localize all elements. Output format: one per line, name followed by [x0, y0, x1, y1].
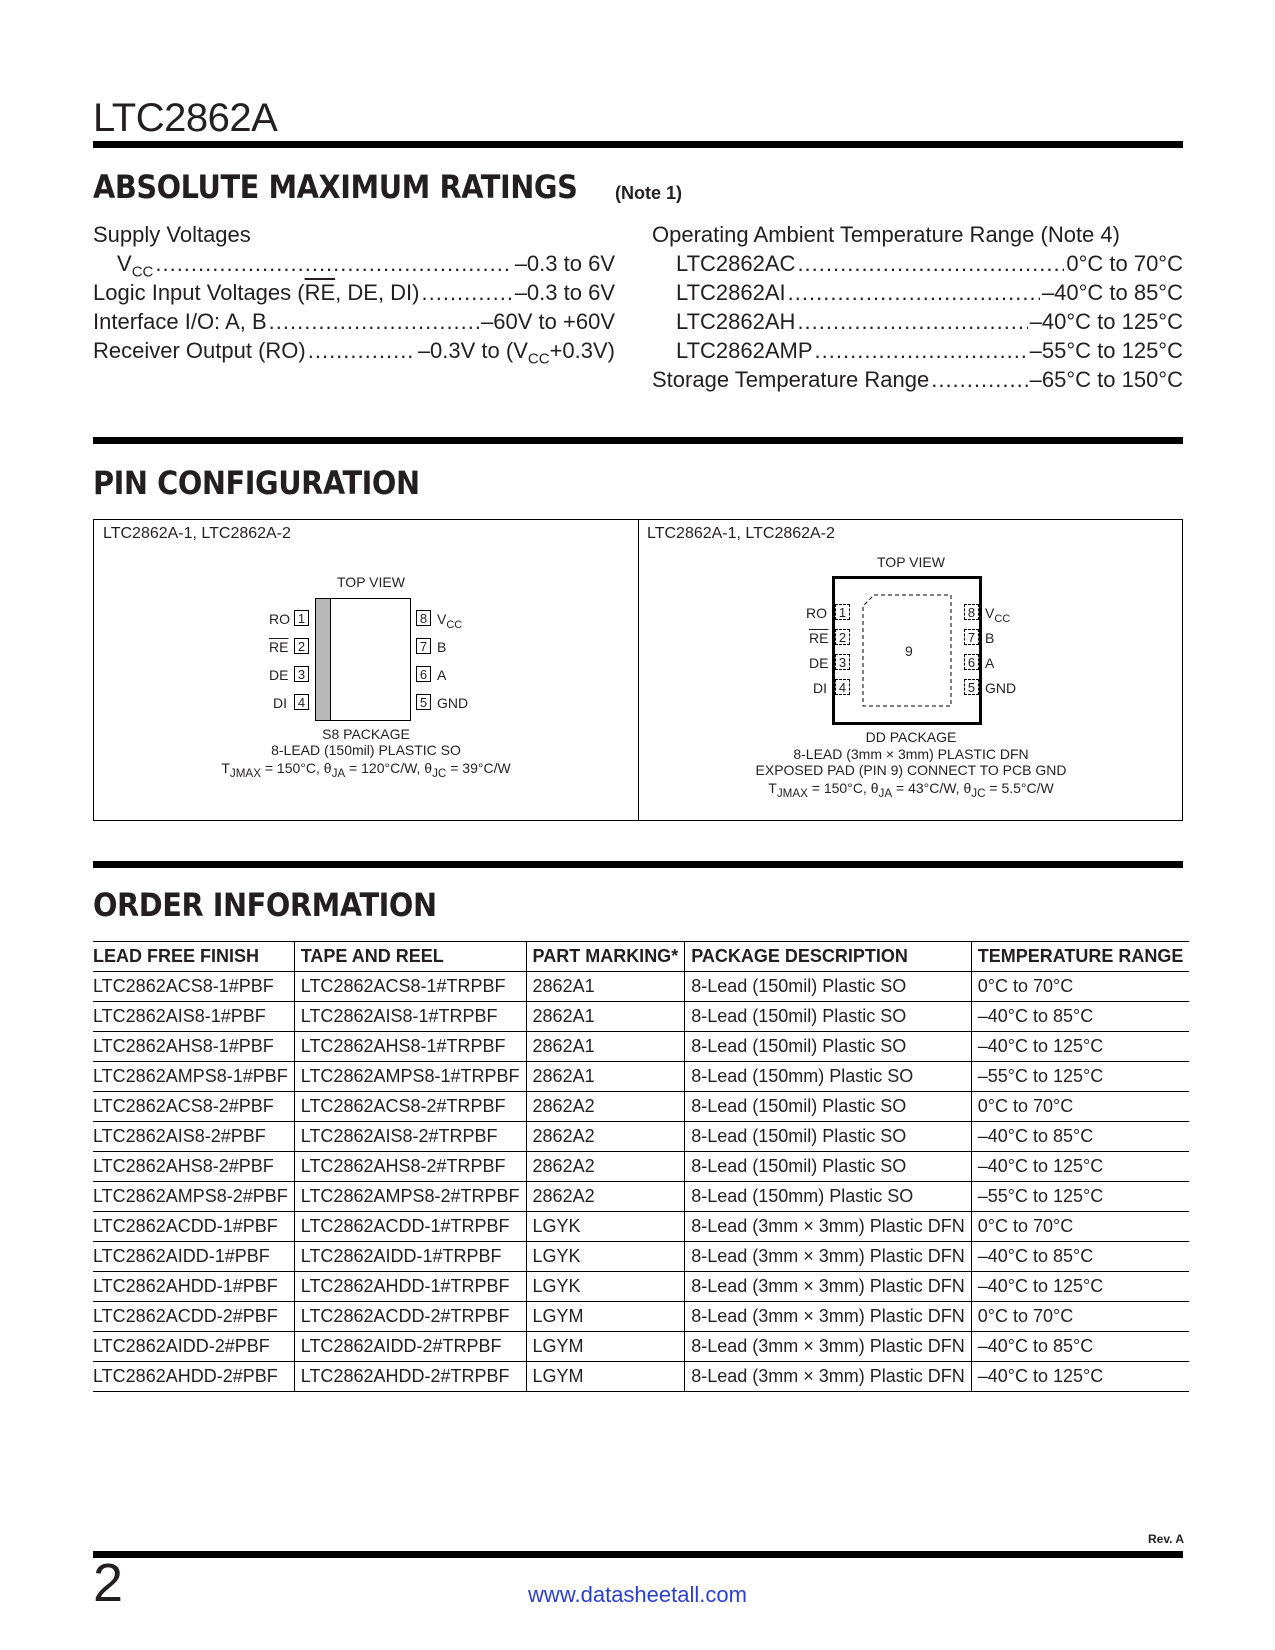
dd-package-body — [832, 576, 982, 725]
table-cell: LTC2862AIDD-1#TRPBF — [294, 1242, 526, 1272]
s8-pin-number: 7 — [416, 638, 431, 654]
order-table — [93, 941, 1189, 1392]
rating-logic-input: Logic Input Voltages ($\overline{RE}$, DE, DI) ..... –0.3 to 6V — [93, 280, 615, 309]
table-cell: 8-Lead (3mm × 3mm) Plastic DFN — [685, 1362, 972, 1392]
temp-row: LTC2862AH ..... –40°C to 125°C — [652, 309, 1183, 338]
s8-package-body — [315, 598, 411, 721]
table-cell: 2862A1 — [526, 1032, 685, 1062]
supply-heading: Supply Voltages — [93, 222, 251, 247]
dd-pin-number: 5 — [964, 679, 979, 695]
dd-pin-name: A — [985, 655, 995, 671]
table-cell: LTC2862ACDD-2#TRPBF — [294, 1302, 526, 1332]
table-cell: LTC2862AIDD-2#PBF — [93, 1332, 294, 1362]
table-row — [93, 1002, 1189, 1032]
table-cell: –40°C to 85°C — [971, 1122, 1189, 1152]
table-cell: LTC2862ACS8-1#TRPBF — [294, 972, 526, 1002]
table-cell: 8-Lead (150mil) Plastic SO — [685, 1032, 972, 1062]
dd-pin-number: 3 — [835, 654, 850, 670]
table-row — [93, 1152, 1189, 1182]
page-number: 2 — [93, 1553, 124, 1613]
s8-caption: S8 PACKAGE — [322, 726, 410, 742]
table-cell: LTC2862AHS8-1#PBF — [93, 1032, 294, 1062]
footer-url-link[interactable]: www.datasheetall.com — [528, 1582, 747, 1607]
s8-pin-name: $\overline{RE}$ — [269, 639, 289, 655]
table-cell: LTC2862AMPS8-1#PBF — [93, 1062, 294, 1092]
dd-pin-number: 4 — [835, 679, 850, 695]
table-cell: 0°C to 70°C — [971, 972, 1189, 1002]
order-title: ORDER INFORMATION — [93, 886, 437, 924]
table-cell: LTC2862ACDD-1#TRPBF — [294, 1212, 526, 1242]
table-cell: 8-Lead (3mm × 3mm) Plastic DFN — [685, 1332, 972, 1362]
dd-pin-name: RO — [806, 605, 827, 621]
s8-pin-number: 4 — [294, 694, 309, 710]
table-row — [93, 1212, 1189, 1242]
rating-receiver-output: Receiver Output (RO) ..... –0.3V to $(V_{CC}+0.3V)$ — [93, 338, 615, 367]
rating-vcc: $V_{CC}$ ..... –0.3 to 6V — [93, 251, 615, 280]
table-cell: LTC2862AMPS8-2#TRPBF — [294, 1182, 526, 1212]
temp-row: LTC2862AC ..... 0°C to 70°C — [652, 251, 1183, 280]
dd-pin-name: DI — [813, 680, 827, 696]
table-cell: –40°C to 125°C — [971, 1032, 1189, 1062]
dd-header: LTC2862A-1, LTC2862A-2 — [647, 525, 835, 542]
table-row — [93, 1302, 1189, 1332]
dd-pin-number: 6 — [964, 654, 979, 670]
order-table-header — [93, 942, 1189, 972]
dd-caption: 8-LEAD (3mm × 3mm) PLASTIC DFN — [793, 746, 1029, 762]
dd-pin-number: 8 — [964, 604, 979, 620]
table-cell: –40°C to 85°C — [971, 1002, 1189, 1032]
table-cell: 0°C to 70°C — [971, 1302, 1189, 1332]
table-cell: 2862A2 — [526, 1092, 685, 1122]
table-cell: 8-Lead (3mm × 3mm) Plastic DFN — [685, 1302, 972, 1332]
table-cell: –40°C to 125°C — [971, 1152, 1189, 1182]
table-cell: 8-Lead (150mm) Plastic SO — [685, 1062, 972, 1092]
s8-caption: 8-LEAD (150mil) PLASTIC SO — [271, 742, 461, 758]
dd-pin-name: $V_{CC}$ — [985, 605, 1011, 625]
table-cell: LTC2862AHDD-2#PBF — [93, 1362, 294, 1392]
table-cell: –40°C to 85°C — [971, 1242, 1189, 1272]
column-header: TAPE AND REEL — [294, 942, 526, 972]
table-cell: LTC2862AIDD-2#TRPBF — [294, 1332, 526, 1362]
table-row — [93, 1362, 1189, 1392]
table-cell: LTC2862ACS8-1#PBF — [93, 972, 294, 1002]
s8-top-view: TOP VIEW — [337, 574, 405, 590]
s8-thermal: $T_{JMAX} = 150^\circ C$, $\theta_{JA} = 120^\circ C/W$, $\theta_{JC} = 39^\circ C/W$ — [221, 760, 511, 780]
dd-pin-name: B — [985, 630, 995, 646]
table-cell: LGYM — [526, 1302, 685, 1332]
temp-row: LTC2862AI ..... –40°C to 85°C — [652, 280, 1183, 309]
s8-pin-number: 8 — [416, 610, 431, 626]
part-number-title: LTC2862A — [93, 96, 278, 140]
ratings-note: (Note 1) — [615, 183, 682, 203]
table-row — [93, 1122, 1189, 1152]
column-header: TEMPERATURE RANGE — [971, 942, 1189, 972]
revision-label: Rev. A — [1148, 1532, 1185, 1546]
table-cell: LTC2862ACS8-2#PBF — [93, 1092, 294, 1122]
s8-pin-number: 5 — [416, 694, 431, 710]
table-row — [93, 1242, 1189, 1272]
s8-pin-name: B — [437, 639, 447, 655]
dd-pin-name: $\overline{RE}$ — [809, 630, 829, 646]
table-cell: LGYK — [526, 1212, 685, 1242]
s8-pin-number: 6 — [416, 666, 431, 682]
table-cell: LTC2862AIS8-2#PBF — [93, 1122, 294, 1152]
pin-config-title: PIN CONFIGURATION — [93, 464, 420, 502]
table-cell: 8-Lead (150mil) Plastic SO — [685, 1092, 972, 1122]
s8-pin-name: A — [437, 667, 447, 683]
table-cell: 8-Lead (150mil) Plastic SO — [685, 1152, 972, 1182]
table-cell: 8-Lead (3mm × 3mm) Plastic DFN — [685, 1242, 972, 1272]
ratings-left-column — [93, 222, 615, 367]
table-cell: 8-Lead (3mm × 3mm) Plastic DFN — [685, 1272, 972, 1302]
dd-pin-number: 7 — [964, 629, 979, 645]
table-row — [93, 972, 1189, 1002]
table-cell: 0°C to 70°C — [971, 1092, 1189, 1122]
s8-pin-name: GND — [437, 695, 469, 711]
table-row — [93, 1272, 1189, 1302]
table-cell: LTC2862AMPS8-1#TRPBF — [294, 1062, 526, 1092]
s8-pin-number: 2 — [294, 638, 309, 654]
s8-pin-number: 1 — [294, 610, 309, 626]
table-cell: 2862A1 — [526, 972, 685, 1002]
table-row — [93, 1092, 1189, 1122]
table-cell: LTC2862AIDD-1#PBF — [93, 1242, 294, 1272]
s8-pin-name: RO — [269, 611, 290, 627]
table-cell: 2862A1 — [526, 1002, 685, 1032]
table-cell: LTC2862AHS8-2#TRPBF — [294, 1152, 526, 1182]
table-cell: LTC2862ACS8-2#TRPBF — [294, 1092, 526, 1122]
s8-pin-name: DE — [269, 667, 289, 683]
table-row — [93, 1062, 1189, 1092]
table-cell: LTC2862AIS8-1#TRPBF — [294, 1002, 526, 1032]
table-cell: 2862A2 — [526, 1152, 685, 1182]
table-cell: 8-Lead (150mil) Plastic SO — [685, 972, 972, 1002]
table-cell: –40°C to 125°C — [971, 1362, 1189, 1392]
dd-pin-name: DE — [809, 655, 829, 671]
table-cell: 2862A2 — [526, 1122, 685, 1152]
table-cell: LGYM — [526, 1362, 685, 1392]
s8-pin-name: DI — [273, 695, 287, 711]
table-cell: –40°C to 125°C — [971, 1272, 1189, 1302]
dd-top-view: TOP VIEW — [877, 554, 945, 570]
table-row — [93, 1182, 1189, 1212]
ratings-right-column — [652, 222, 1183, 396]
section-rule — [93, 861, 1183, 868]
table-cell: LTC2862AMPS8-2#PBF — [93, 1182, 294, 1212]
dd-pin-name: GND — [985, 680, 1017, 696]
column-header: PART MARKING* — [526, 942, 685, 972]
ratings-title: ABSOLUTE MAXIMUM RATINGS — [93, 168, 578, 206]
s8-header: LTC2862A-1, LTC2862A-2 — [103, 525, 291, 542]
header-rule — [93, 141, 1183, 148]
table-cell: 8-Lead (3mm × 3mm) Plastic DFN — [685, 1212, 972, 1242]
table-row — [93, 1332, 1189, 1362]
column-header: PACKAGE DESCRIPTION — [685, 942, 972, 972]
column-header: LEAD FREE FINISH — [93, 942, 294, 972]
dd-pin-number: 2 — [835, 629, 850, 645]
temp-row: LTC2862AMP ..... –55°C to 125°C — [652, 338, 1183, 367]
s8-pin-number: 3 — [294, 666, 309, 682]
table-cell: LGYK — [526, 1242, 685, 1272]
temp-heading: Operating Ambient Temperature Range (Note 4) — [652, 222, 1120, 247]
table-cell: 8-Lead (150mm) Plastic SO — [685, 1182, 972, 1212]
table-cell: 2862A2 — [526, 1182, 685, 1212]
table-cell: –40°C to 85°C — [971, 1332, 1189, 1362]
table-cell: LTC2862AHDD-2#TRPBF — [294, 1362, 526, 1392]
table-cell: LTC2862AHS8-2#PBF — [93, 1152, 294, 1182]
table-cell: LTC2862ACDD-2#PBF — [93, 1302, 294, 1332]
storage-temp-row: Storage Temperature Range ..... –65°C to 150°C — [652, 367, 1183, 396]
footer-rule — [93, 1551, 1183, 1558]
section-rule — [93, 437, 1183, 444]
table-cell: LTC2862AHDD-1#PBF — [93, 1272, 294, 1302]
dd-caption: EXPOSED PAD (PIN 9) CONNECT TO PCB GND — [755, 762, 1067, 778]
table-row — [93, 1032, 1189, 1062]
table-cell: LGYM — [526, 1332, 685, 1362]
table-cell: 8-Lead (150mil) Plastic SO — [685, 1122, 972, 1152]
table-cell: LTC2862AHS8-1#TRPBF — [294, 1032, 526, 1062]
table-cell: LGYK — [526, 1272, 685, 1302]
table-cell: 2862A1 — [526, 1062, 685, 1092]
table-cell: LTC2862AIS8-2#TRPBF — [294, 1122, 526, 1152]
table-cell: LTC2862ACDD-1#PBF — [93, 1212, 294, 1242]
pin-config-box — [93, 519, 1183, 821]
order-table-body — [93, 972, 1189, 1392]
table-cell: LTC2862AIS8-1#PBF — [93, 1002, 294, 1032]
dd-thermal: $T_{JMAX} = 150^\circ C$, $\theta_{JA} = 43^\circ C/W$, $\theta_{JC} = 5.5^\circ C/W$ — [768, 780, 1054, 800]
table-cell: 0°C to 70°C — [971, 1212, 1189, 1242]
s8-pin1-stripe — [316, 599, 331, 720]
rating-interface-io: Interface I/O: A, B ..... –60V to +60V — [93, 309, 615, 338]
dd-pad-label: 9 — [905, 643, 913, 659]
table-cell: –55°C to 125°C — [971, 1062, 1189, 1092]
table-cell: LTC2862AHDD-1#TRPBF — [294, 1272, 526, 1302]
table-cell: 8-Lead (150mil) Plastic SO — [685, 1002, 972, 1032]
table-cell: –55°C to 125°C — [971, 1182, 1189, 1212]
dd-pin-number: 1 — [835, 604, 850, 620]
s8-pin-name: $V_{CC}$ — [437, 611, 463, 631]
dd-caption: DD PACKAGE — [865, 729, 957, 745]
